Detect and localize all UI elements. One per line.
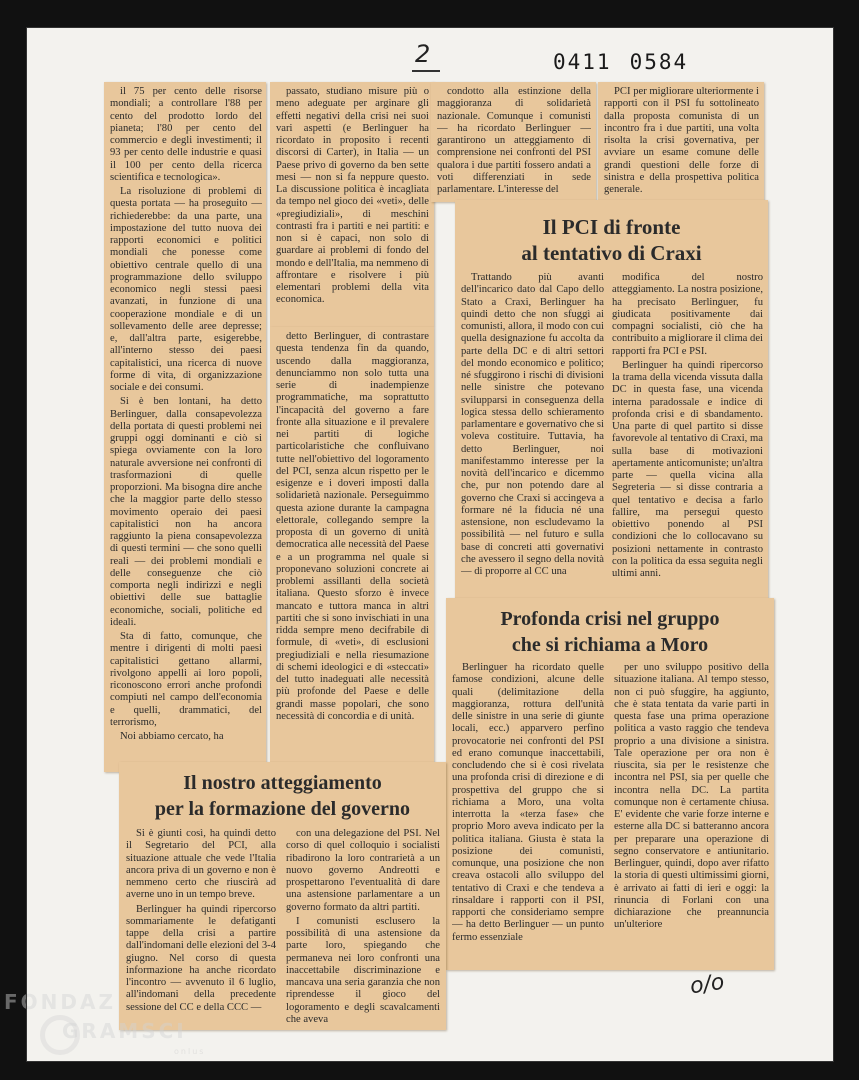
watermark-line1: FONDAZ — [4, 990, 116, 1014]
paragraph: il 75 per cento delle risorse mondiali; a controllare l'88 per cento del prodotto lordo del pianeta; l'80 per cento del commercio e degli investimenti; il 93 per cento delle industrie e quasi il 100 per cento della ricerca scientifica e tecnologica». — [110, 86, 262, 183]
article-column — [276, 86, 429, 322]
paragraph: Trattando più avanti dell'incarico dato dal Capo dello Stato a Craxi, Berlinguer ha quindi detto che non sfuggì ai comunisti, allora, il modo con cui quella designazione fu accolta da parte della DC e di altri settori del mondo economico e politico; né sfuggirono i rischi di divisioni nelle sinistre che potevano svilupparsi in conseguenza della logica stessa dello schieramento parlamentare e governativo che si voleva costituire. Tuttavia, ha detto Berlinguer, noi manifestammo interesse per la novità dell'incarico e dicemmo che, pur non potendo dare al governo che Craxi si accingeva a formare né la fiducia né una astensione, non escludevamo la possibilità — nel futuro e sulla base di concreti atti governativi che avessero il segno della novità — di proporre al CC una — [461, 272, 604, 577]
paragraph: passato, studiano misure più o meno adeguate per arginare gli effetti negativi della crisi nei suoi vari aspetti (e Berlinguer ha ricordato in proposito i recenti discorsi di Carter), in Italia — un Paese privo di governo da ben sette mesi — non si fa neppure questo. La discussione politica è incagliata da tempo nel gioco dei «veti», delle «pregiudiziali», di meschini contrasti fra i partiti e nei partiti: e non si è capaci, non solo di guardare ai problemi di fondo del mondo e dell'Italia, ma nemmeno di affrontare e risolvere i più elementari problemi della vita economica. — [276, 86, 429, 306]
article-column — [614, 662, 769, 966]
headline-pci-fronte-line1: Il PCI di fronte — [542, 215, 681, 239]
paragraph: modifica del nostro atteggiamento. La nostra posizione, ha precisato Berlinguer, fu giudicata positivamente dai compagni socialisti, ciò che ha contribuito a migliorare il clima dei rapporti fra PCI e PSI. — [612, 272, 763, 357]
headline-atteggiamento-line2: per la formazione del governo — [154, 798, 411, 820]
headline-atteggiamento-line1: Il nostro atteggiamento — [183, 772, 382, 794]
paragraph: condotto alla estinzione della maggioranza di solidarietà nazionale. Comunque i comunisti — ha ricordato Berlinguer — garantirono un atteggiamento di comprensione nei confronti del PSI qualora i due partiti fossero andati a voti differenziati in sede parlamentare. L'interesse del — [437, 86, 591, 195]
paragraph: per uno sviluppo positivo della situazione italiana. Al tempo stesso, non ci può sfuggire, ha aggiunto, che è stata tentata da varie parti in questa fase una prima operazione politica a vasto raggio che tendeva proprio a una divisione a sinistra. Tale operazione per ora non è riuscita, sia per le resistenze che incontra nel PSI, sia per quelle che incontra nella DC. La partita comunque non è certamente chiusa. E' evidente che varie forze interne e esterne alla DC si batteranno ancora per preparare una operazione di segno conservatore e antiunitario. Berlinguer, quindi, dopo aver rifatto la storia di questi ultimissimi giorni, è arrivato ai fatti di ieri e oggi: la rinuncia di Forlani con una dichiarazione che preannuncia un'ulteriore — [614, 662, 769, 931]
headline-crisi-moro — [446, 606, 774, 658]
paragraph: Noi abbiamo cercato, ha — [120, 731, 224, 742]
page-number-underline — [412, 70, 440, 72]
headline-pci-fronte-line2: al tentativo di Craxi — [521, 241, 702, 265]
handwritten-continuation-mark: o/o — [688, 969, 726, 1000]
stamp-number-2: 0584 — [629, 50, 689, 74]
headline-pci-fronte — [455, 214, 768, 266]
paragraph: con una delegazione del PSI. Nel corso di quel colloquio i socialisti ribadirono la loro contrarietà a un nuovo governo Andreotti e prospettarono l'eventualità di dare una astensione parlamentare a un governo formato da altri partiti. — [286, 828, 440, 913]
headline-atteggiamento-governo — [119, 770, 446, 822]
article-column — [461, 272, 604, 598]
headline-crisi-moro-line1: Profonda crisi nel gruppo — [500, 608, 720, 630]
watermark-line3: onlus — [174, 1047, 206, 1056]
article-column — [286, 828, 440, 1026]
fondazione-gramsci-watermark — [4, 985, 214, 1075]
article-column — [604, 86, 759, 198]
paragraph: PCI per migliorare ulteriormente i rapporti con il PSI fu sottolineato dalla proposta comunista di un incontro fra i due partiti, una volta risolta la crisi governativa, per avviare un esame comune delle grandi questioni delle forze di sinistra e della prospettiva politica generale. — [604, 86, 759, 195]
paragraph: Si è giunti così, ha quindi detto il Segretario del PCI, alla situazione attuale che vede l'Italia ancora priva di un governo e non è nemmeno certo che riuscirà ad averne uno in un tempo breve. — [126, 828, 276, 901]
article-column — [110, 86, 262, 766]
stamp-number-1: 0411 — [553, 50, 612, 74]
handwritten-page-number: 2 — [415, 40, 431, 68]
paragraph: Berlinguer ha ricordato quelle famose condizioni, alcune delle quali (delimitazione della maggioranza, rottura dell'unità delle sinistre in una serie di giunte locali, ecc.) apparvero perfino provocatorie nei confronti del PSI ed erano comunque inaccettabili, concludendo che si è così rivelata una profonda crisi di direzione e di prospettiva del gruppo che si richiama a Moro, una volta interrotta la «terza fase» che proprio Moro aveva indicato per la politica italiana. Giusta è stata la posizione dei comunisti, comunque, una posizione che non creava ostacoli allo sviluppo del tentativo di Craxi e che tendeva a rinsaldare i rapporti con il PSI, rapporti che consideriamo sempre — ha detto Berlinguer — un punto fermo essenziale — [452, 662, 604, 943]
paragraph: Sta di fatto, comunque, che mentre i dirigenti di molti paesi capitalistici gettano allarmi, rivolgono appelli ai loro popoli, riconoscono errori anche profondi compiuti nel campo dell'economia e quelli, drammatici, del terrorismo, — [110, 631, 262, 728]
archive-stamp — [553, 50, 706, 74]
article-column — [452, 662, 604, 966]
paragraph: detto Berlinguer, di contrastare questa tendenza fin da quando, uscendo dalla maggioranza, denunciammo non solo tutta una serie di inadempienze programmatiche, ma soprattutto l'incapacità del governo a fare fronte alla situazione e il prevalere nei partiti di logiche particolaristiche che confluivano tutte nell'obiettivo del logoramento del PCI, senza alcun rispetto per le esigenze e i doveri imposti dalla solidarietà nazionale. Perseguimmo questa azione durante la campagna elettorale, collegando sempre la proposta di un governo di unità democratica alle necessità del Paese e a un programma nel quale si proponevano soluzioni concrete ai problemi assillanti della società italiana. Questo sforzo è invece mancato e tuttora manca in altri partiti che si sono invischiati in una ridda sempre meno decifrabile di formule, di «veti», di esclusioni pregiudiziali e nella riesumazione di schemi ideologici e di «steccati» del tutto inadeguati alle necessità più profonde del Paese e delle grandi masse popolari, che sono necessità di concordia e di unità. — [276, 331, 429, 722]
paragraph: Berlinguer ha quindi ripercorso sommariamente le defatiganti tappe della crisi a partire dall'indomani delle elezioni del 3-4 giugno. Nel corso di questa informazione ha anche ricordato l'incontro — avvenuto il 6 luglio, all'indomani della precedente sessione del CC e della CCC — — [126, 903, 276, 1013]
article-column — [612, 272, 763, 598]
paragraph: La risoluzione di problemi di questa portata — ha proseguito — richiederebbe: da una parte, una impostazione del tutto nuova dei rapporti economici e politici mondiali che ponesse come obiettivo centrale quello di una programmazione dello sviluppo economico negli stessi paesi avanzati, in funzione di una cooperazione mondiale e di un sollevamento delle aree depresse; e, dall'altra parte, esigerebbe, all'interno stesso dei paesi capitalistici, una ricerca di nuove forme di vita, di organizzazione sociale e dei consumi. — [110, 186, 262, 393]
watermark-line2: GRAMSCI — [62, 1019, 187, 1043]
article-column — [276, 331, 429, 763]
headline-crisi-moro-line2: che si richiama a Moro — [511, 634, 709, 656]
paragraph: I comunisti esclusero la possibilità di una astensione da parte loro, spiegando che permaneva nei loro confronti una inaccettabile discriminazione e mancava una seria garanzia che non riprendesse il gioco del logoramento e degli scavalcamenti che aveva — [286, 915, 440, 1025]
paragraph: Berlinguer ha quindi ripercorso la trama della vicenda vissuta dalla DC in questa fase, una vicenda interna paradossale e indice di profonda crisi e di sbandamento. Una parte di quel partito si disse favorevole al tentativo di Craxi, ma sulla base di motivazioni apertamente anticomuniste; un'altra parte — quella vicina alla Segreteria — si disse contraria a quel tentativo e decisa a farlo fallire, ma persegui questo obiettivo ponendo al PSI condizioni che lo collocavano su posizioni nettamente in contrasto con la politica da essa seguita negli ultimi anni. — [612, 359, 763, 579]
paragraph: Si è ben lontani, ha detto Berlinguer, dalla consapevolezza della portata di questi problemi nei gruppi oggi dominanti e ciò si spiega ovviamente con la loro naturale avversione nei confronti di trasformazioni di quelle proporzioni. Ma bisogna dire anche che la maggior parte dello stesso movimento operaio dei paesi capitalistici non ha ancora raggiunto la piena consapevolezza di questi termini — che sono quelli reali — dei problemi mondiali e delle conseguenze che ciò comporta negli indirizzi e negli obiettivi delle sue battaglie economiche, sociali, politiche ed ideali. — [110, 396, 262, 628]
article-column — [437, 86, 591, 198]
